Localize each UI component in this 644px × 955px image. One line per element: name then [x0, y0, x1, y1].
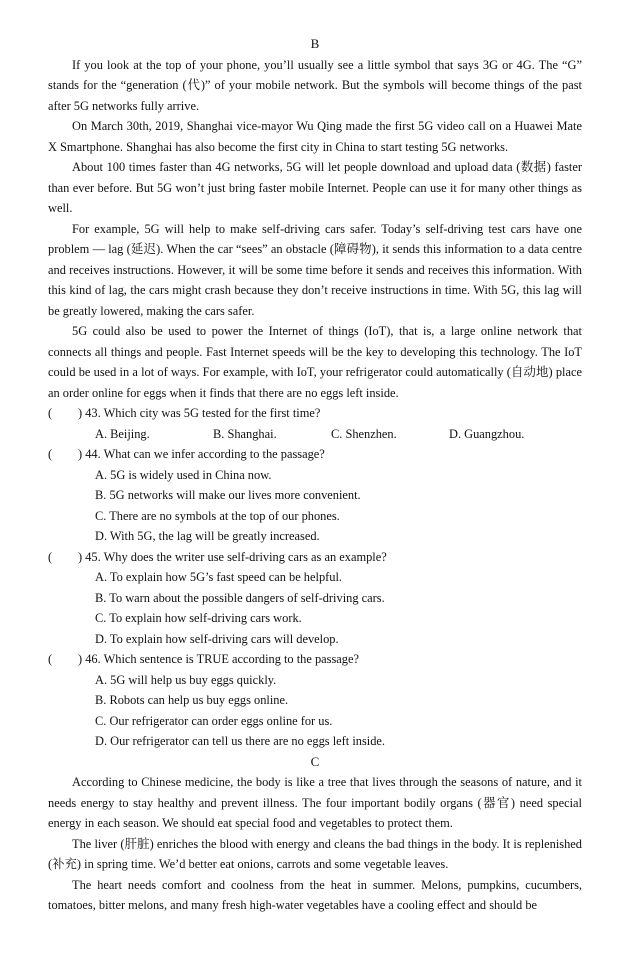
question-stem: ) 43. Which city was 5G tested for the first time?	[78, 406, 321, 420]
option-c: C. To explain how self-driving cars work.	[95, 611, 302, 625]
option-d: D. To explain how self-driving cars will develop.	[95, 631, 339, 646]
paragraph-c3: The heart needs comfort and coolness from the heat in summer. Melons, pumpkins, cucumbers, tomatoes, bitter melons, and many fresh high-water vegetables have a cooling effect and should be	[48, 877, 582, 912]
paragraph-c1: According to Chinese medicine, the body is like a tree that lives through the seasons of nature, and it needs energy to stay healthy and prevent illness. The four important bodily organs (器官) need special energy in each season. We should eat special food and vegetables to protect them.	[48, 775, 582, 830]
option-b: B. Shanghai.	[213, 426, 277, 441]
question-stem: ) 44. What can we infer according to the passage?	[78, 447, 325, 461]
question-stem: ) 45. Why does the writer use self-driving cars as an example?	[78, 549, 387, 564]
section-b-title: B	[310, 36, 320, 51]
paragraph-c2: The liver (肝脏) enriches the blood with energy and cleans the bad things in the body. It is replenished (补充) in spring time. We’d better eat onions, carrots and some vegetable leaves.	[48, 836, 582, 871]
option-b: B. To warn about the possible dangers of self-driving cars.	[95, 590, 385, 605]
section-c-title: C	[310, 753, 320, 769]
paragraph-b3: About 100 times faster than 4G networks, 5G will let people download and upload data (数据) faster than ever before. But 5G won’t just bring faster mobile Internet. People can use it for many other things as well.	[48, 160, 582, 215]
document-page	[48, 34, 582, 916]
question-stem: ) 46. Which sentence is TRUE according to the passage?	[78, 652, 359, 666]
paragraph-b5: 5G could also be used to power the Internet of things (IoT), that is, a large online network that connects all things and people. Fast Internet speeds will be the key to developing this technology. The IoT could be used in a lot of ways. For example, with IoT, your refrigerator could automatically (自动地) place an order online for eggs when it finds that there are no eggs left inside.	[48, 324, 582, 400]
answer-blank[interactable]: (	[48, 447, 53, 461]
option-c: C. Our refrigerator can order eggs online for us.	[95, 713, 333, 728]
question-45	[48, 547, 582, 650]
answer-blank[interactable]: (	[48, 549, 53, 564]
option-a: A. Beijing.	[95, 426, 150, 441]
option-a: A. 5G is widely used in China now.	[95, 467, 272, 482]
options-row	[48, 424, 582, 445]
paragraph-b2: On March 30th, 2019, Shanghai vice-mayor Wu Qing made the first 5G video call on a Huawei Mate X Smartphone. Shanghai has also become the first city in China to start testing 5G networks.	[48, 119, 582, 154]
option-a: A. 5G will help us buy eggs quickly.	[95, 672, 277, 687]
option-c: C. There are no symbols at the top of our phones.	[95, 508, 340, 523]
option-b: B. 5G networks will make our lives more convenient.	[95, 488, 361, 502]
option-d: D. Guangzhou.	[449, 426, 525, 441]
option-d: D. With 5G, the lag will be greatly increased.	[95, 529, 320, 543]
paragraph-b4: For example, 5G will help to make self-driving cars safer. Today’s self-driving test cars have one problem — lag (延迟). When the car “sees” an obstacle (障碍物), it sends this information to a data centre and receives instructions. However, it will be some time before it sends and receives this information. With this kind of lag, the cars might crash because they don’t receive instructions in time. With 5G, this lag will be greatly lowered, making the cars safer.	[48, 221, 582, 318]
option-b: B. Robots can help us buy eggs online.	[95, 693, 289, 707]
question-43	[48, 403, 582, 444]
answer-blank[interactable]: (	[48, 406, 53, 420]
option-d: D. Our refrigerator can tell us there are no eggs left inside.	[95, 734, 386, 748]
option-c: C. Shenzhen.	[331, 426, 397, 441]
option-a: A. To explain how 5G’s fast speed can be helpful.	[95, 570, 343, 584]
question-46	[48, 649, 582, 752]
paragraph-b1: If you look at the top of your phone, you’ll usually see a little symbol that says 3G or 4G. The “G” stands for the “generation (代)” of your mobile network. But the symbols will become things of the past after 5G networks fully arrive.	[48, 57, 582, 113]
answer-blank[interactable]: (	[48, 652, 53, 666]
question-44	[48, 444, 582, 547]
